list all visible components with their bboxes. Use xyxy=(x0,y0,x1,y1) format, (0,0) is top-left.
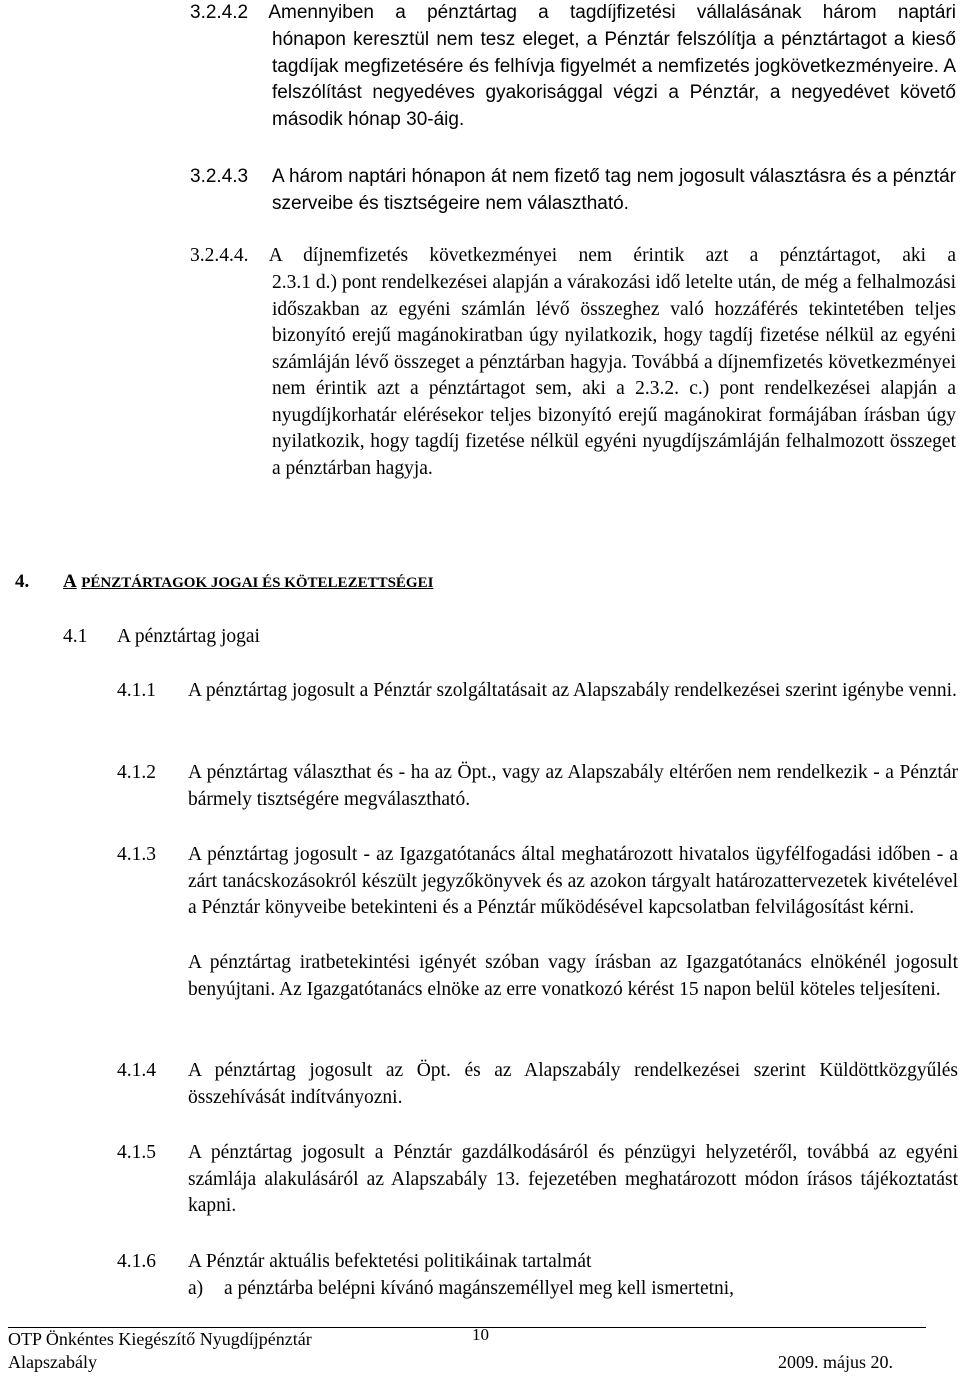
section-label: 3.2.4.2 xyxy=(190,2,249,23)
item-label: 4.1.1 xyxy=(117,680,156,701)
item-label: 4.1.4 xyxy=(117,1060,156,1081)
chapter-title-initial: A xyxy=(63,571,77,592)
footer-divider xyxy=(8,1327,926,1328)
section-label: 3.2.4.4. xyxy=(190,245,249,266)
sub-item-text: a pénztárba belépni kívánó magánszeméllyel meg kell ismertetni, xyxy=(224,1278,735,1299)
subsection-title: A pénztártag jogai xyxy=(117,626,260,647)
section-3-2-4-2-body: hónapon keresztül nem tesz eleget, a Pénztár felszólítja a pénztártagot a kieső tagdíjak megfizetésére és felhívja figyelmét a nemfizetés jogkövetkezményeire. A felszólítást negyedéves gyakorisággal végzi a Pénztár, a negyedévet követő második hónap 30-áig. xyxy=(272,29,956,130)
section-3-2-4-3-body: A három naptári hónapon át nem fizető tag nem jogosult választásra és a pénztár szerveibe és tisztségeire nem választható. xyxy=(272,166,956,214)
footer-document: Alapszabály xyxy=(8,1352,97,1372)
item-text: A pénztártag jogosult az Öpt. és az Alapszabály rendelkezései szerint Küldöttközgyűlés összehívását indítványozni. xyxy=(188,1060,958,1108)
sub-item-label: a) xyxy=(188,1278,204,1299)
subsection-label: 4.1 xyxy=(63,626,88,647)
item-text: A pénztártag jogosult a Pénztár szolgáltatásait az Alapszabály rendelkezései szerint igénybe venni. xyxy=(188,680,957,701)
item-text: A pénztártag jogosult a Pénztár gazdálkodásáról és pénzügyi helyzetéről, továbbá az egyéni számlája alakulásáról az Alapszabály 13. fejezetében meghatározott módon írásos tájékoztatást kapni. xyxy=(188,1142,958,1216)
section-3-2-4-3-label: 3.2.4.3 xyxy=(190,166,249,187)
chapter-title-rest: PÉNZTÁRTAGOK JOGAI ÉS KÖTELEZETTSÉGEI xyxy=(81,575,434,591)
section-3-2-4-2-first-line xyxy=(190,0,956,27)
item-text: A pénztártag jogosult - az Igazgatótanács által meghatározott hivatalos ügyfélfogadási időben - a zárt tanácskozásokról készült jegyzőkönyvek és az azokon tárgyalt határozattervezetek kivételével a Pénztár könyveibe betekinteni és a Pénztár működésével kapcsolatban felvilágosítást kérni. xyxy=(188,844,958,918)
section-3-2-4-4-body: 2.3.1 d.) pont rendelkezései alapján a várakozási idő letelte után, de még a felhalmozási időszakban az egyéni számlán lévő összeghez való hozzáférés tekintetében teljes bizonyító erejű magánokiratban úgy nyilatkozik, hogy tagdíj fizetése nélkül az egyéni számláján lévő összeget a pénztárban hagyja. Továbbá a díjnemfizetés következményei nem érintik azt a pénztártagot sem, aki a 2.3.2. c.) pont rendelkezései alapján a nyugdíjkorhatár elérésekor teljes bizonyító erejű magánokirat formájában írásban úgy nyilatkozik, hogy tagdíj fizetése nélkül egyéni nyugdíjszámláján felhalmozott összeget a pénztárban hagyja. xyxy=(272,272,956,479)
item-label: 4.1.6 xyxy=(117,1251,156,1272)
page-number: 10 xyxy=(472,1325,489,1344)
item-label: 4.1.2 xyxy=(117,762,156,783)
item-text: A Pénztár aktuális befektetési politikáinak tartalmát xyxy=(188,1251,592,1272)
footer-organization: OTP Önkéntes Kiegészítő Nyugdíjpénztár xyxy=(8,1329,312,1349)
chapter-number: 4. xyxy=(15,571,30,592)
paragraph-text: A díjnemfizetés következményei nem érintik azt a pénztártagot, aki a xyxy=(268,245,956,266)
footer-date: 2009. május 20. xyxy=(778,1352,893,1372)
section-3-2-4-4-first-line xyxy=(190,243,956,270)
item-label: 4.1.3 xyxy=(117,844,156,865)
item-text-continued: A pénztártag iratbetekintési igényét szóban vagy írásban az Igazgatótanács elnökénél jogosult benyújtani. Az Igazgatótanács elnöke az erre vonatkozó kérést 15 napon belül köteles teljesíteni. xyxy=(188,952,958,1000)
chapter-title xyxy=(63,571,433,593)
item-text: A pénztártag választhat és - ha az Öpt., vagy az Alapszabály eltérően nem rendelkezik - a Pénztár bármely tisztségére megválasztható. xyxy=(188,762,958,810)
item-label: 4.1.5 xyxy=(117,1142,156,1163)
paragraph-text: Amennyiben a pénztártag a tagdíjfizetési vállalásának három naptári xyxy=(268,2,956,23)
